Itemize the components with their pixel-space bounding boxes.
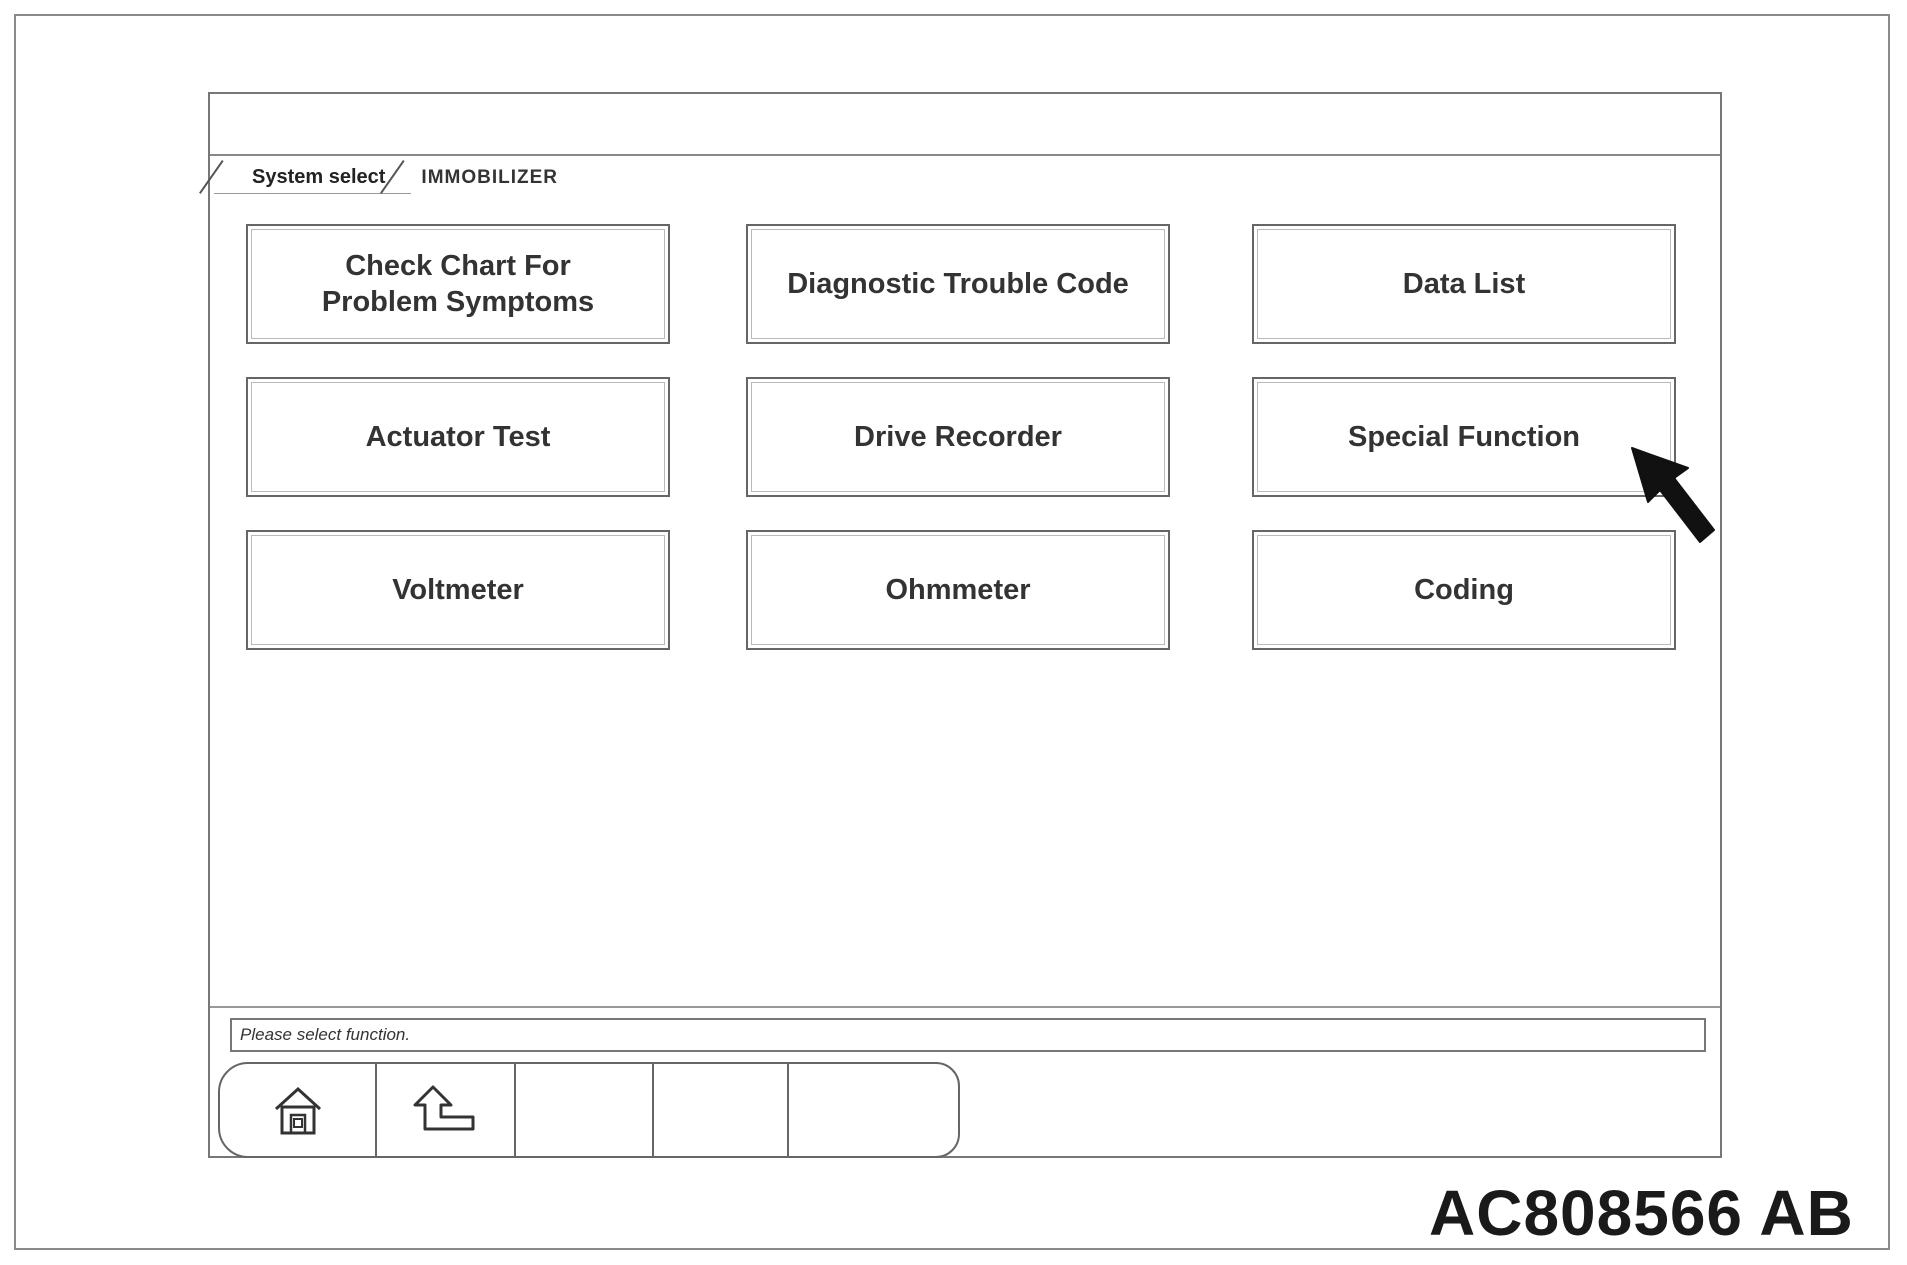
coding-button[interactable] [1252,530,1676,650]
breadcrumb-current: IMMOBILIZER [421,167,559,188]
toolbar-slot-4[interactable] [654,1064,789,1156]
return-icon [411,1083,481,1137]
actuator-test-button[interactable] [246,377,670,497]
toolbar-slot-3[interactable] [516,1064,653,1156]
breadcrumb [214,160,558,196]
figure-frame [14,14,1890,1250]
check-chart-button[interactable] [246,224,670,344]
check-chart-label: Check Chart For Problem Symptoms [321,249,595,318]
drive-recorder-button[interactable] [746,377,1170,497]
diagnostic-trouble-code-label: Diagnostic Trouble Code [787,267,1129,300]
data-list-label: Data List [1402,267,1526,300]
coding-label: Coding [1414,573,1514,606]
pointer-arrow-icon [1630,446,1730,556]
status-message: Please select function. [240,1025,411,1044]
ohmmeter-button[interactable] [746,530,1170,650]
drive-recorder-label: Drive Recorder [854,420,1062,453]
actuator-test-label: Actuator Test [365,420,551,453]
figure-id: AC808566 AB [1429,1177,1854,1249]
data-list-button[interactable] [1252,224,1676,344]
divider [210,1006,1720,1008]
special-function-label: Special Function [1347,420,1581,453]
status-bar [230,1018,1706,1052]
diagnostic-trouble-code-button[interactable] [746,224,1170,344]
home-icon [268,1083,328,1137]
breadcrumb-system-select[interactable]: System select [214,162,411,194]
return-button[interactable] [377,1064,516,1156]
bottom-toolbar [218,1062,960,1158]
home-button[interactable] [220,1064,377,1156]
voltmeter-label: Voltmeter [392,573,524,606]
ohmmeter-label: Ohmmeter [885,573,1031,606]
toolbar-slot-5[interactable] [789,1064,958,1156]
title-bar [210,94,1720,156]
special-function-button[interactable] [1252,377,1676,497]
diagnostic-screen [208,92,1722,1158]
voltmeter-button[interactable] [246,530,670,650]
